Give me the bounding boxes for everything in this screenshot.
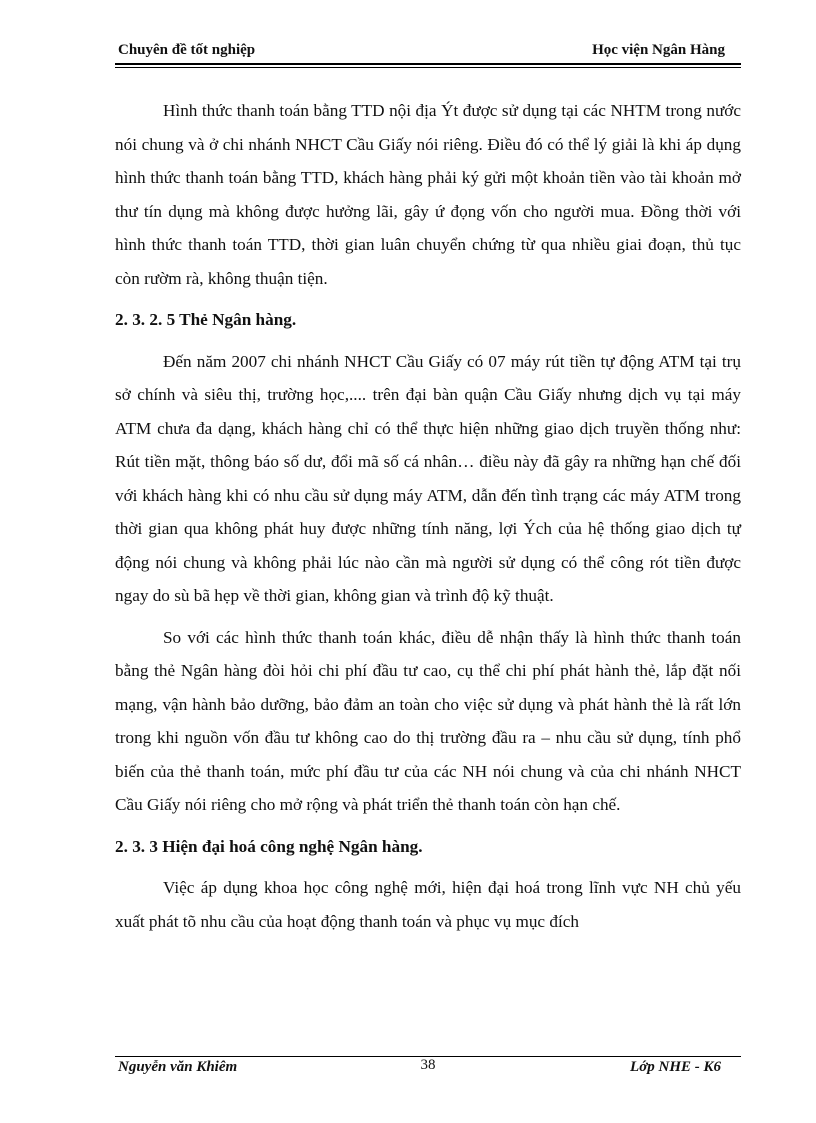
footer-class: Lớp NHE - K6 bbox=[630, 1059, 721, 1075]
header-rule-thin bbox=[115, 67, 741, 68]
paragraph-ttd-payment: Hình thức thanh toán bằng TTD nội địa Ýt được sử dụng tại các NHTM trong nước nói chung và ở chi nhánh NHCT Cầu Giấy nói riêng. Điều đó có thể lý giải là khi áp dụng hình thức thanh toán bằng TTD, khách hàng phải ký gửi một khoản tiền vào tài khoản mở thư tín dụng mà không được hưởng lãi, gây ứ đọng vốn cho người mua. Đồng thời với hình thức thanh toán TTD, thời gian luân chuyển chứng từ qua nhiều giai đoạn, thủ tục còn rườm rà, không thuận tiện. bbox=[115, 101, 741, 288]
paragraph-card-costs: So với các hình thức thanh toán khác, điều dễ nhận thấy là hình thức thanh toán bằng thẻ Ngân hàng đòi hỏi chi phí đầu tư cao, cụ thể chi phí phát hành thẻ, lắp đặt nối mạng, vận hành bảo dưỡng, bảo đảm an toàn cho việc sử dụng và phát hành thẻ là rất lớn trong khi nguồn vốn đầu tư không cao do thị trường đầu ra – nhu cầu sử dụng, tính phổ biến của thẻ thanh toán, mức phí đầu tư của các NH nói chung và của chi nhánh NHCT Cầu Giấy nói riêng cho mở rộng và phát triển thẻ thanh toán còn hạn chế. bbox=[115, 627, 741, 814]
page-header bbox=[115, 42, 741, 64]
page-footer bbox=[115, 1059, 741, 1081]
page-content bbox=[115, 94, 741, 938]
section-heading-modernization: 2. 3. 3 Hiện đại hoá công nghệ Ngân hàng. bbox=[115, 836, 423, 856]
paragraph-atm-machines: Đến năm 2007 chi nhánh NHCT Cầu Giấy có 07 máy rút tiền tự động ATM tại trụ sở chính và siêu thị, trường học,.... trên đại bàn quận Cầu Giấy nhưng dịch vụ tại máy ATM chưa đa dạng, khách hàng chỉ có thể thực hiện những giao dịch truyền thống như: Rút tiền mặt, thông báo số dư, đổi mã số cá nhân… điều này đã gây ra những hạn chế đối với khách hàng khi có nhu cầu sử dụng máy ATM, dẫn đến tình trạng các máy ATM trong thời gian qua không phát huy được những tính năng, lợi Ých của hệ thống giao dịch tự động nói chung và không phải lúc nào cần mà người sử dụng có thể công rót tiền được ngay do sù bã hẹp về thời gian, không gian và trình độ kỹ thuật. bbox=[115, 351, 741, 605]
section-heading-bank-card: 2. 3. 2. 5 Thẻ Ngân hàng. bbox=[115, 310, 297, 329]
header-institution: Học viện Ngân Hàng bbox=[592, 42, 725, 58]
header-document-type: Chuyên đề tốt nghiệp bbox=[118, 42, 256, 58]
paragraph-technology: Việc áp dụng khoa học công nghệ mới, hiện đại hoá trong lĩnh vực NH chủ yếu xuất phát tõ nhu cầu của hoạt động thanh toán và phục vụ mục đích bbox=[115, 878, 741, 931]
page-number: 38 bbox=[420, 1057, 436, 1073]
header-rule-thick bbox=[115, 63, 741, 65]
footer-author: Nguyễn văn Khiêm bbox=[118, 1059, 238, 1075]
